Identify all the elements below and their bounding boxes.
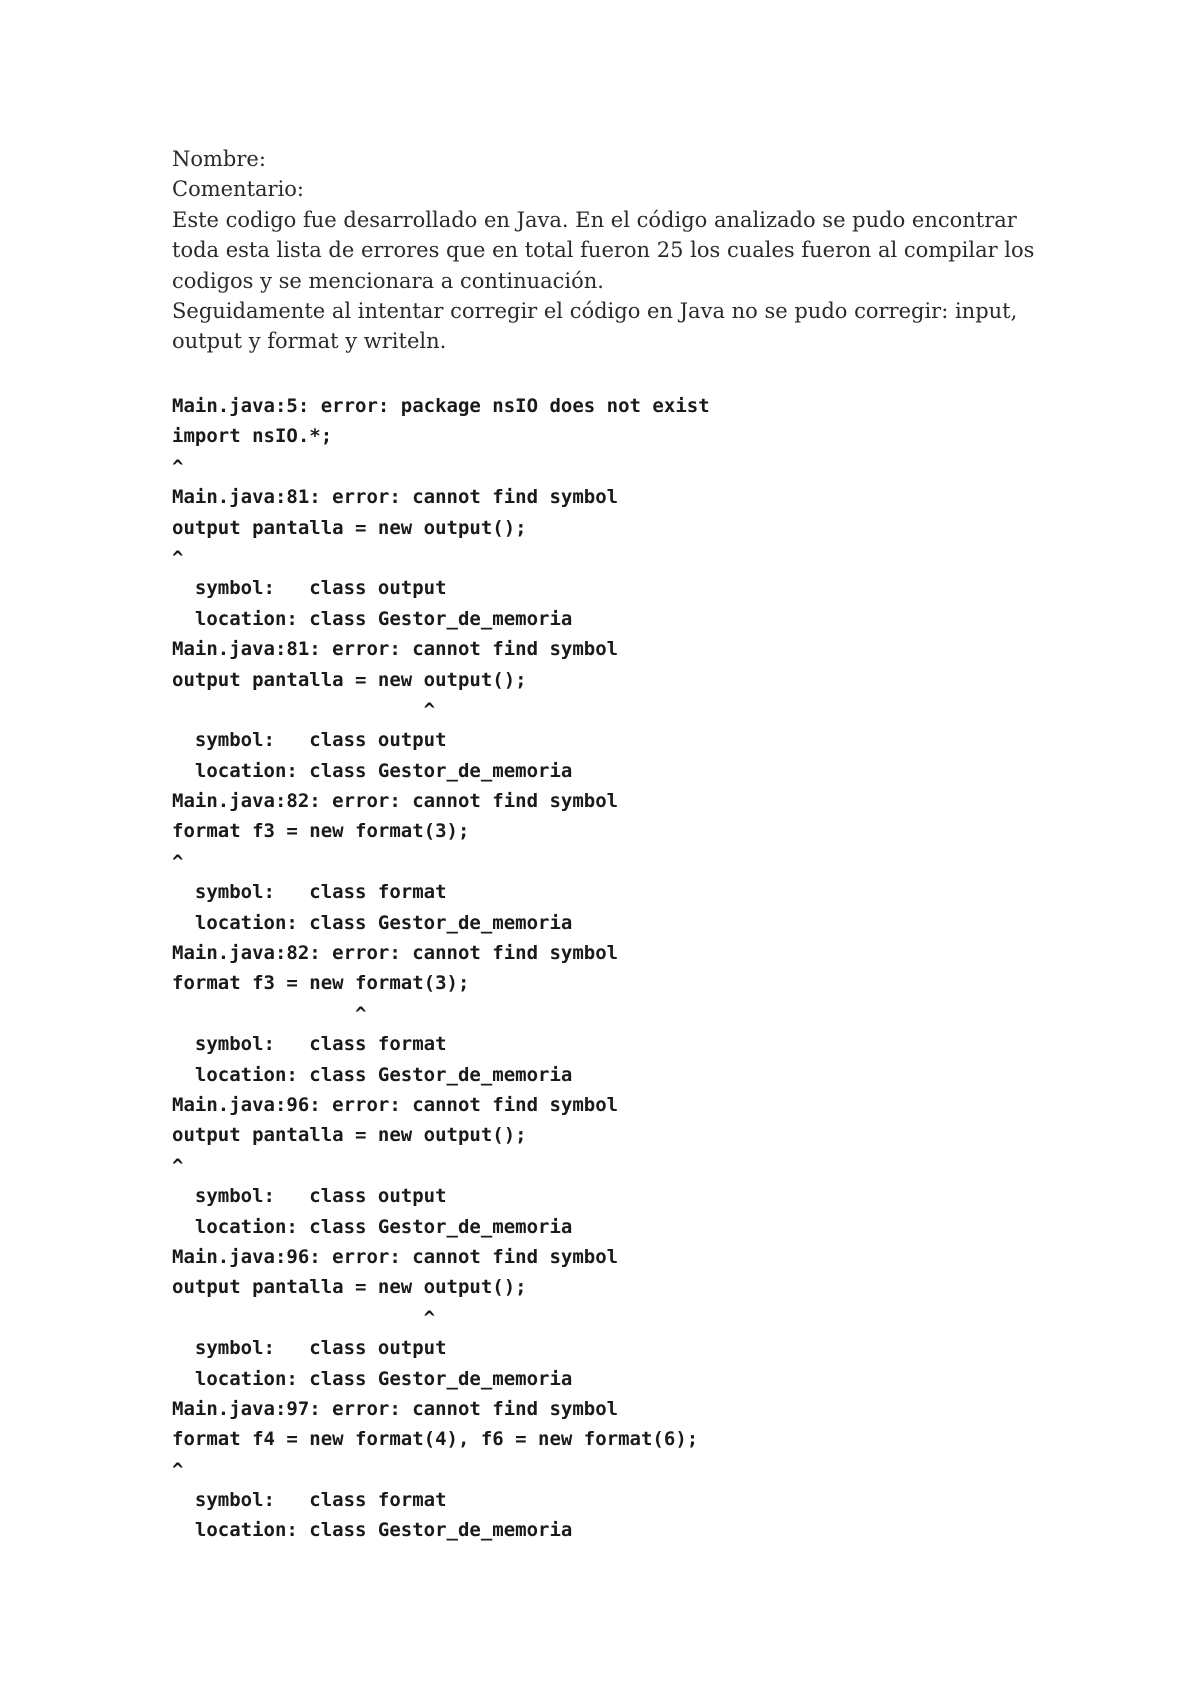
code-line: Main.java:81: error: cannot find symbol — [172, 486, 619, 509]
code-line: location: class Gestor_de_memoria — [172, 1215, 573, 1238]
code-line: symbol: class output — [172, 577, 447, 600]
code-line: location: class Gestor_de_memoria — [172, 1063, 573, 1086]
code-line: location: class Gestor_de_memoria — [172, 1367, 573, 1390]
code-line: ^ — [172, 1154, 184, 1177]
code-line: symbol: class format — [172, 1033, 447, 1056]
code-line: symbol: class output — [172, 1185, 447, 1208]
code-line: location: class Gestor_de_memoria — [172, 607, 573, 630]
code-line: output pantalla = new output(); — [172, 1276, 527, 1299]
code-line: Main.java:5: error: package nsIO does not exist — [172, 395, 710, 417]
code-line: symbol: class output — [172, 1337, 447, 1360]
code-line: import nsIO.*; — [172, 425, 333, 448]
code-line: Main.java:96: error: cannot find symbol — [172, 1093, 619, 1116]
compiler-error-listing — [172, 391, 1072, 1546]
code-line: format f4 = new format(4), f6 = new format(6); — [172, 1428, 699, 1451]
code-line: Main.java:81: error: cannot find symbol — [172, 638, 619, 661]
code-line: symbol: class format — [172, 881, 447, 904]
code-line: output pantalla = new output(); — [172, 516, 527, 539]
code-line: symbol: class output — [172, 729, 447, 752]
code-line: Main.java:96: error: cannot find symbol — [172, 1245, 619, 1268]
code-line: location: class Gestor_de_memoria — [172, 911, 573, 934]
comment-label: Comentario: — [172, 177, 305, 202]
code-line: ^ — [172, 455, 184, 478]
code-line: location: class Gestor_de_memoria — [172, 1519, 573, 1542]
code-line: ^ — [172, 698, 436, 721]
code-line: Main.java:82: error: cannot find symbol — [172, 942, 619, 965]
name-label: Nombre: — [172, 147, 266, 171]
code-line: Main.java:82: error: cannot find symbol — [172, 790, 619, 813]
code-line: output pantalla = new output(); — [172, 1124, 527, 1147]
code-line: Main.java:97: error: cannot find symbol — [172, 1397, 619, 1420]
code-line: ^ — [172, 1306, 436, 1329]
code-line: ^ — [172, 546, 184, 569]
code-line: output pantalla = new output(); — [172, 668, 527, 691]
code-line: ^ — [172, 850, 184, 873]
document-body — [172, 144, 1052, 357]
code-line: symbol: class format — [172, 1489, 447, 1512]
comment-paragraph-2: Seguidamente al intentar corregir el código en Java no se pudo corregir: input, output y format y writeln. — [172, 299, 1018, 354]
comment-paragraph-1: Este codigo fue desarrollado en Java. En el código analizado se pudo encontrar toda esta lista de errores que en total fueron 25 los cuales fueron al compilar los codigos y se mencionara a continuación. — [172, 207, 1035, 293]
code-line: format f3 = new format(3); — [172, 820, 470, 843]
code-line: format f3 = new format(3); — [172, 972, 470, 995]
code-line: ^ — [172, 1002, 367, 1025]
code-line: location: class Gestor_de_memoria — [172, 759, 573, 782]
code-line: ^ — [172, 1458, 184, 1481]
